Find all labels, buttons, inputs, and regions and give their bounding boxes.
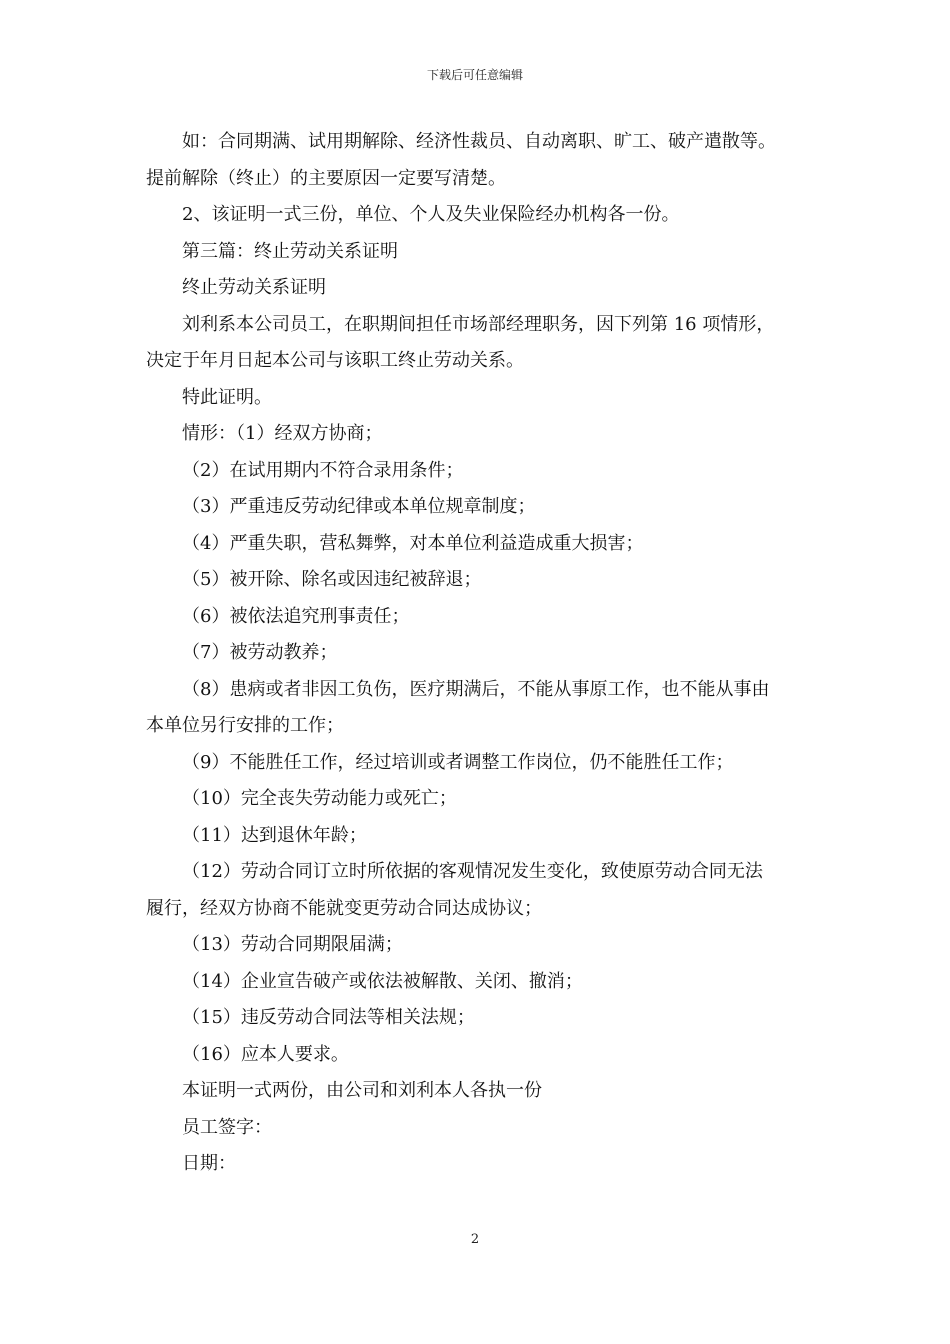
paragraph-continuation: 决定于年月日起本公司与该职工终止劳动关系。 [146, 350, 524, 371]
list-item: （11）达到退休年龄； [182, 824, 367, 846]
page-header: 下载后可任意编辑 [426, 68, 523, 82]
list-item: （15）违反劳动合同法等相关法规； [182, 1007, 475, 1028]
date-line: 日期： [182, 1153, 236, 1174]
document-title: 终止劳动关系证明 [182, 277, 326, 298]
document-body [146, 124, 814, 1183]
paragraph-continuation: 提前解除（终止）的主要原因一定要写清楚。 [146, 167, 506, 189]
paragraph: 2、该证明一式三份，单位、个人及失业保险经办机构各一份。 [182, 204, 680, 225]
paragraph: 如：合同期满、试用期解除、经济性裁员、自动离职、旷工、破产遣散等。 [182, 131, 776, 152]
list-item: （13）劳动合同期限届满； [182, 934, 403, 955]
signature-line: 员工签字： [182, 1116, 272, 1138]
list-item: 情形：（1）经双方协商； [182, 423, 383, 444]
list-item: （5）被开除、除名或因违纪被辞退； [182, 569, 482, 590]
list-item: （3）严重违反劳动纪律或本单位规章制度； [182, 496, 536, 517]
paragraph: 本证明一式两份，由公司和刘利本人各执一份 [182, 1080, 542, 1101]
list-item: （8）患病或者非因工负伤，医疗期满后，不能从事原工作，也不能从事由 [182, 678, 770, 700]
list-item: （10）完全丧失劳动能力或死亡； [182, 788, 457, 809]
list-item: （16）应本人要求。 [182, 1043, 349, 1065]
list-item: （4）严重失职，营私舞弊，对本单位利益造成重大损害； [182, 532, 644, 554]
page-number: 2 [470, 1232, 480, 1247]
list-item: （12）劳动合同订立时所依据的客观情况发生变化，致使原劳动合同无法 [182, 861, 763, 882]
paragraph: 特此证明。 [182, 386, 272, 408]
list-item-continuation: 本单位另行安排的工作； [146, 715, 344, 736]
list-item-continuation: 履行，经双方协商不能就变更劳动合同达成协议； [146, 897, 542, 919]
paragraph: 刘利系本公司员工，在职期间担任市场部经理职务，因下列第 16 项情形， [182, 313, 775, 335]
list-item: （7）被劳动教养； [182, 642, 338, 663]
list-item: （9）不能胜任工作，经过培训或者调整工作岗位，仍不能胜任工作； [182, 751, 734, 773]
list-item: （2）在试用期内不符合录用条件； [182, 459, 464, 481]
section-title: 第三篇：终止劳动关系证明 [182, 240, 398, 262]
list-item: （6）被依法追究刑事责任； [182, 605, 410, 627]
list-item: （14）企业宣告破产或依法被解散、关闭、撤消； [182, 970, 583, 992]
